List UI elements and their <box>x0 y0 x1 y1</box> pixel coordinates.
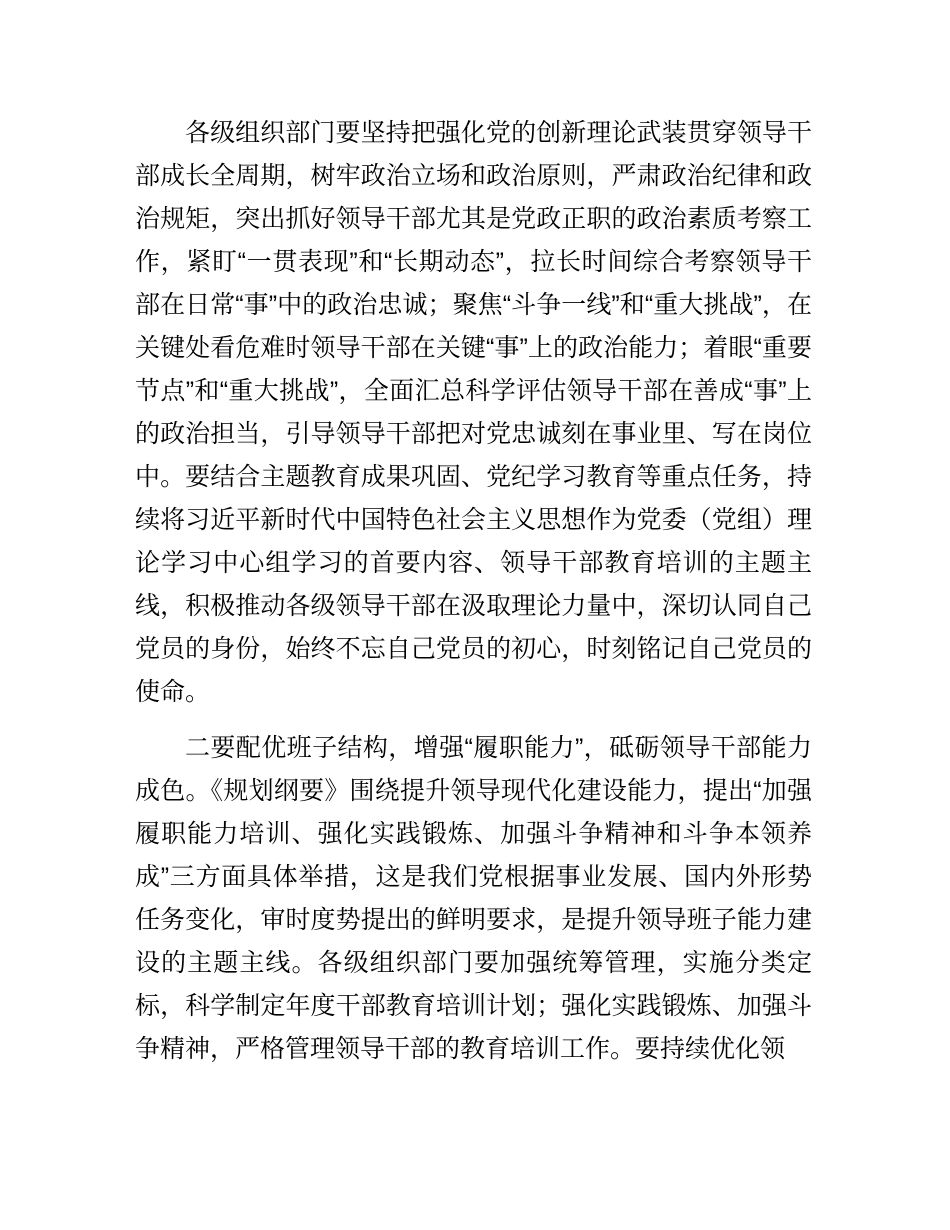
paragraph-theory-armament: 各级组织部门要坚持把强化党的创新理论武装贯穿领导干部成长全周期，树牢政治立场和政治原则，严肃政治纪律和政治规矩，突出抓好领导干部尤其是党政正职的政治素质考察工作，紧盯“一贯表现”和“长期动态”，拉长时间综合考察领导干部在日常“事”中的政治忠诚；聚焦“斗争一线”和“重大挑战”，在关键处看危难时领导干部在关键“事”上的政治能力；着眼“重要节点”和“重大挑战”，全面汇总科学评估领导干部在善成“事”上的政治担当，引导领导干部把对党忠诚刻在事业里、写在岗位中。要结合主题教育成果巩固、党纪学习教育等重点任务，持续将习近平新时代中国特色社会主义思想作为党委（党组）理论学习中心组学习的首要内容、领导干部教育培训的主题主线，积极推动各级领导干部在汲取理论力量中，深切认同自己党员的身份，始终不忘自己党员的初心，时刻铭记自己党员的使命。 <box>135 119 812 706</box>
paragraph-team-structure: 二要配优班子结构，增强“履职能力”，砥砺领导干部能力成色。《规划纲要》围绕提升领导现代化建设能力，提出“加强履职能力培训、强化实践锻炼、加强斗争精神和斗争本领养成”三方面具体举措，这是我们党根据事业发展、国内外形势任务变化，审时度势提出的鲜明要求，是提升领导班子能力建设的主题主线。各级组织部门要加强统筹管理，实施分类定标，科学制定年度干部教育培训计划；强化实践锻炼、加强斗争精神，严格管理领导干部的教育培训工作。要持续优化领 <box>135 734 812 1063</box>
document-text-area <box>135 112 812 1071</box>
